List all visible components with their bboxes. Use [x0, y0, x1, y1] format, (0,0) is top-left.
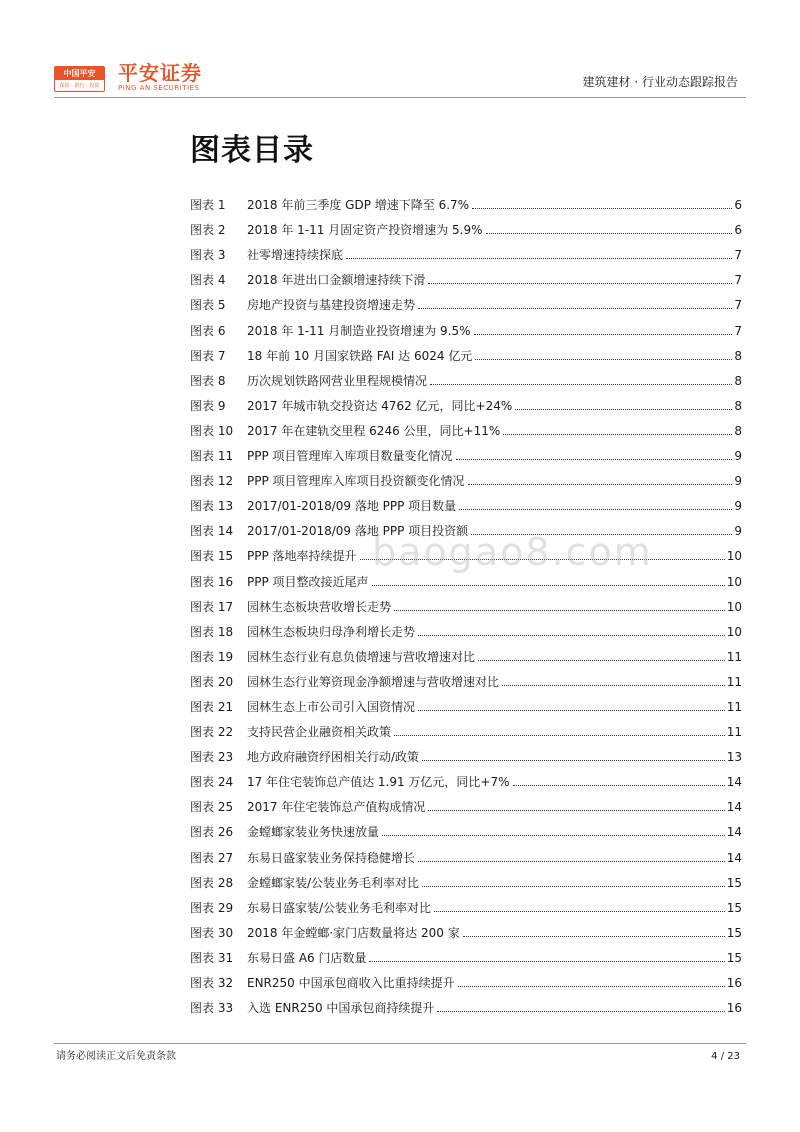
- toc-entry-page: 16: [726, 1001, 742, 1016]
- toc-dot-leader: [418, 860, 725, 862]
- toc-entry-page: 10: [726, 574, 742, 589]
- toc-entry[interactable]: [190, 665, 742, 690]
- toc-dot-leader: [418, 307, 732, 309]
- toc-entry-page: 14: [726, 850, 742, 865]
- toc-entry-label: 图表 11: [190, 449, 234, 464]
- toc-entry[interactable]: [190, 740, 742, 765]
- toc-entry-page: 9: [734, 474, 742, 489]
- toc-dot-leader: [503, 433, 732, 435]
- toc-entry-label: 图表 18: [190, 624, 234, 639]
- toc-entry-page: 8: [734, 348, 742, 363]
- toc-entry-title: 2017/01-2018/09 落地 PPP 项目数量: [247, 499, 457, 514]
- toc-entry[interactable]: [190, 866, 742, 891]
- toc-entry-title: 房地产投资与基建投资增速走势: [247, 298, 416, 313]
- toc-entry[interactable]: [190, 941, 742, 966]
- toc-entry-title: 历次规划铁路网营业里程规模情况: [247, 373, 428, 388]
- toc-entry-title: 金螳螂家装/公装业务毛利率对比: [247, 875, 420, 890]
- brand-name-english: PING AN SECURITIES: [118, 84, 200, 92]
- toc-dot-leader: [369, 960, 724, 962]
- toc-dot-leader: [502, 684, 725, 686]
- toc-entry-page: 15: [726, 875, 742, 890]
- toc-entry[interactable]: [190, 238, 742, 263]
- toc-entry-page: 8: [734, 373, 742, 388]
- toc-entry-page: 10: [726, 599, 742, 614]
- toc-dot-leader: [430, 383, 732, 385]
- figure-list: [190, 188, 742, 1016]
- ping-an-group-logo: [54, 66, 105, 92]
- toc-entry-title: 2018 年金螳螂·家门店数量将达 200 家: [247, 925, 460, 940]
- toc-dot-leader: [468, 483, 733, 485]
- toc-entry-title: 2018 年 1-11 月制造业投资增速为 9.5%: [247, 323, 471, 338]
- toc-dot-leader: [458, 985, 725, 987]
- toc-entry-label: 图表 27: [190, 850, 234, 865]
- toc-entry-title: 2017/01-2018/09 落地 PPP 项目投资额: [247, 524, 469, 539]
- toc-entry[interactable]: [190, 263, 742, 288]
- toc-entry-page: 11: [726, 674, 742, 689]
- toc-entry[interactable]: [190, 991, 742, 1016]
- watermark: baogao8.com: [372, 530, 653, 574]
- toc-entry[interactable]: [190, 339, 742, 364]
- toc-entry-label: 图表 31: [190, 950, 234, 965]
- brand-name: 平安证券: [118, 61, 202, 85]
- toc-entry-label: 图表 3: [190, 248, 226, 263]
- toc-dot-leader: [422, 885, 725, 887]
- toc-entry-page: 16: [726, 976, 742, 990]
- toc-entry-label: 图表 16: [190, 574, 234, 589]
- toc-entry[interactable]: [190, 966, 742, 991]
- toc-entry-page: 6: [734, 198, 742, 213]
- toc-entry-title: 社零增速持续探底: [247, 248, 344, 263]
- toc-entry[interactable]: [190, 891, 742, 916]
- toc-dot-leader: [513, 784, 725, 786]
- toc-entry[interactable]: [190, 213, 742, 238]
- toc-entry-page: 14: [726, 775, 742, 790]
- toc-entry-title: 地方政府融资纾困相关行动/政策: [247, 750, 420, 765]
- toc-entry-title: 园林生态上市公司引入国资情况: [247, 699, 416, 714]
- toc-entry-label: 图表 4: [190, 273, 226, 288]
- toc-entry-label: 图表 23: [190, 750, 234, 765]
- toc-dot-leader: [515, 408, 732, 410]
- toc-entry-label: 图表 15: [190, 549, 234, 564]
- toc-entry-page: 11: [726, 649, 742, 664]
- toc-entry-title: 东易日盛 A6 门店数量: [247, 950, 367, 965]
- toc-entry[interactable]: [190, 916, 742, 941]
- toc-entry-page: 6: [734, 223, 742, 238]
- toc-dot-leader: [428, 809, 724, 811]
- toc-entry-label: 图表 30: [190, 925, 234, 940]
- toc-dot-leader: [346, 257, 732, 259]
- toc-dot-leader: [428, 282, 732, 284]
- toc-entry-page: 7: [734, 298, 742, 313]
- toc-entry-page: 8: [734, 423, 742, 438]
- toc-entry-title: PPP 落地率持续提升: [247, 549, 357, 564]
- toc-entry-label: 图表 7: [190, 348, 226, 363]
- toc-entry-title: 东易日盛家装/公装业务毛利率对比: [247, 900, 432, 915]
- toc-entry-title: 东易日盛家装业务保持稳健增长: [247, 850, 416, 865]
- toc-dot-leader: [394, 734, 725, 736]
- toc-entry[interactable]: [190, 464, 742, 489]
- logo-badge-top: 中国平安: [55, 67, 104, 80]
- page-number: 4 / 23: [711, 1051, 740, 1062]
- footer-disclaimer: 请务必阅读正文后免责条款: [56, 1051, 176, 1062]
- toc-entry-label: 图表 5: [190, 298, 226, 313]
- toc-entry-label: 图表 8: [190, 373, 226, 388]
- toc-entry-label: 图表 12: [190, 474, 234, 489]
- toc-entry[interactable]: [190, 815, 742, 840]
- page-title: 图表目录: [190, 133, 314, 168]
- toc-entry-page: 14: [726, 825, 742, 840]
- toc-entry-label: 图表 22: [190, 725, 234, 740]
- toc-entry-label: 图表 20: [190, 674, 234, 689]
- toc-dot-leader: [382, 834, 725, 836]
- toc-dot-leader: [472, 207, 732, 209]
- toc-dot-leader: [394, 609, 725, 611]
- toc-entry-page: 15: [726, 900, 742, 915]
- toc-entry-page: 7: [734, 273, 742, 288]
- toc-dot-leader: [434, 910, 725, 912]
- toc-entry[interactable]: [190, 640, 742, 665]
- toc-entry-label: 图表 10: [190, 423, 234, 438]
- toc-entry-page: 11: [726, 699, 742, 714]
- toc-entry-label: 图表 26: [190, 825, 234, 840]
- toc-entry[interactable]: [190, 313, 742, 338]
- toc-entry-page: 15: [726, 950, 742, 965]
- toc-entry-label: 图表 17: [190, 599, 234, 614]
- logo-badge-bottom: 保险 · 银行 · 投资: [59, 83, 100, 89]
- toc-entry[interactable]: [190, 790, 742, 815]
- toc-entry-title: 金螳螂家装业务快速放量: [247, 825, 380, 840]
- toc-entry-label: 图表 13: [190, 499, 234, 514]
- toc-entry-label: 图表 32: [190, 976, 234, 990]
- toc-entry-title: 18 年前 10 月国家铁路 FAI 达 6024 亿元: [247, 348, 473, 363]
- toc-entry-page: 9: [734, 449, 742, 464]
- toc-dot-leader: [372, 584, 725, 586]
- toc-entry-label: 图表 29: [190, 900, 234, 915]
- toc-entry-page: 10: [726, 624, 742, 639]
- toc-dot-leader: [475, 358, 732, 360]
- toc-dot-leader: [418, 709, 725, 711]
- toc-entry-title: 园林生态板块营收增长走势: [247, 599, 392, 614]
- toc-entry[interactable]: [190, 188, 742, 213]
- toc-entry-label: 图表 9: [190, 398, 226, 413]
- toc-entry[interactable]: [190, 765, 742, 790]
- toc-entry-page: 9: [734, 524, 742, 539]
- toc-entry-title: ENR250 中国承包商收入比重持续提升: [247, 976, 455, 990]
- toc-dot-leader: [459, 508, 732, 510]
- toc-dot-leader: [486, 232, 733, 234]
- toc-entry-title: PPP 项目管理库入库项目投资额变化情况: [247, 474, 465, 489]
- toc-entry-title: 2018 年 1-11 月固定资产投资增速为 5.9%: [247, 223, 483, 238]
- toc-entry-page: 8: [734, 398, 742, 413]
- toc-entry-title: 2017 年城市轨交投资达 4762 亿元，同比+24%: [247, 398, 513, 413]
- toc-dot-leader: [478, 659, 725, 661]
- toc-entry-label: 图表 6: [190, 323, 226, 338]
- toc-entry-label: 图表 28: [190, 875, 234, 890]
- toc-dot-leader: [456, 458, 733, 460]
- toc-entry[interactable]: [190, 840, 742, 865]
- toc-entry-page: 7: [734, 248, 742, 263]
- toc-entry-label: 图表 19: [190, 649, 234, 664]
- toc-entry-page: 11: [726, 725, 742, 740]
- toc-entry-page: 15: [726, 925, 742, 940]
- toc-entry[interactable]: [190, 489, 742, 514]
- toc-entry[interactable]: [190, 439, 742, 464]
- header-divider: [54, 97, 746, 98]
- toc-entry-title: 17 年住宅装饰总产值达 1.91 万亿元，同比+7%: [247, 775, 510, 790]
- toc-entry-label: 图表 21: [190, 699, 234, 714]
- toc-entry[interactable]: [190, 364, 742, 389]
- toc-entry-title: 园林生态行业筹资现金净额增速与营收增速对比: [247, 674, 500, 689]
- toc-entry[interactable]: [190, 715, 742, 740]
- toc-entry-title: 2017 年在建轨交里程 6246 公里，同比+11%: [247, 423, 501, 438]
- toc-entry-title: 园林生态行业有息负债增速与营收增速对比: [247, 649, 476, 664]
- toc-dot-leader: [463, 935, 725, 937]
- toc-entry-label: 图表 25: [190, 800, 234, 815]
- toc-entry-title: 2017 年住宅装饰总产值构成情况: [247, 800, 426, 815]
- toc-dot-leader: [418, 634, 725, 636]
- toc-entry[interactable]: [190, 615, 742, 640]
- toc-entry-title: 支持民营企业融资相关政策: [247, 725, 392, 740]
- toc-entry[interactable]: [190, 414, 742, 439]
- toc-dot-leader: [422, 759, 725, 761]
- toc-entry-label: 图表 24: [190, 775, 234, 790]
- toc-entry[interactable]: [190, 288, 742, 313]
- toc-entry-page: 13: [726, 750, 742, 765]
- toc-entry-label: 图表 2: [190, 223, 226, 238]
- report-type: 建筑建材 · 行业动态跟踪报告: [582, 75, 738, 89]
- footer-divider: [54, 1043, 746, 1044]
- toc-dot-leader: [437, 1010, 724, 1012]
- toc-entry-page: 14: [726, 800, 742, 815]
- toc-entry-title: 入选 ENR250 中国承包商持续提升: [247, 1001, 435, 1016]
- toc-entry-page: 7: [734, 323, 742, 338]
- toc-entry-title: PPP 项目管理库入库项目数量变化情况: [247, 449, 453, 464]
- toc-entry-page: 10: [726, 549, 742, 564]
- toc-entry-label: 图表 14: [190, 524, 234, 539]
- toc-entry-title: 2018 年进出口金额增速持续下滑: [247, 273, 426, 288]
- toc-dot-leader: [474, 333, 733, 335]
- toc-entry[interactable]: [190, 389, 742, 414]
- toc-entry-title: 2018 年前三季度 GDP 增速下降至 6.7%: [247, 198, 470, 213]
- toc-entry-page: 9: [734, 499, 742, 514]
- toc-entry[interactable]: [190, 690, 742, 715]
- toc-entry-label: 图表 33: [190, 1001, 234, 1016]
- toc-entry-label: 图表 1: [190, 198, 226, 213]
- page-header: [0, 0, 800, 100]
- toc-entry-title: PPP 项目整改接近尾声: [247, 574, 369, 589]
- toc-entry-title: 园林生态板块归母净利增长走势: [247, 624, 416, 639]
- toc-entry[interactable]: [190, 590, 742, 615]
